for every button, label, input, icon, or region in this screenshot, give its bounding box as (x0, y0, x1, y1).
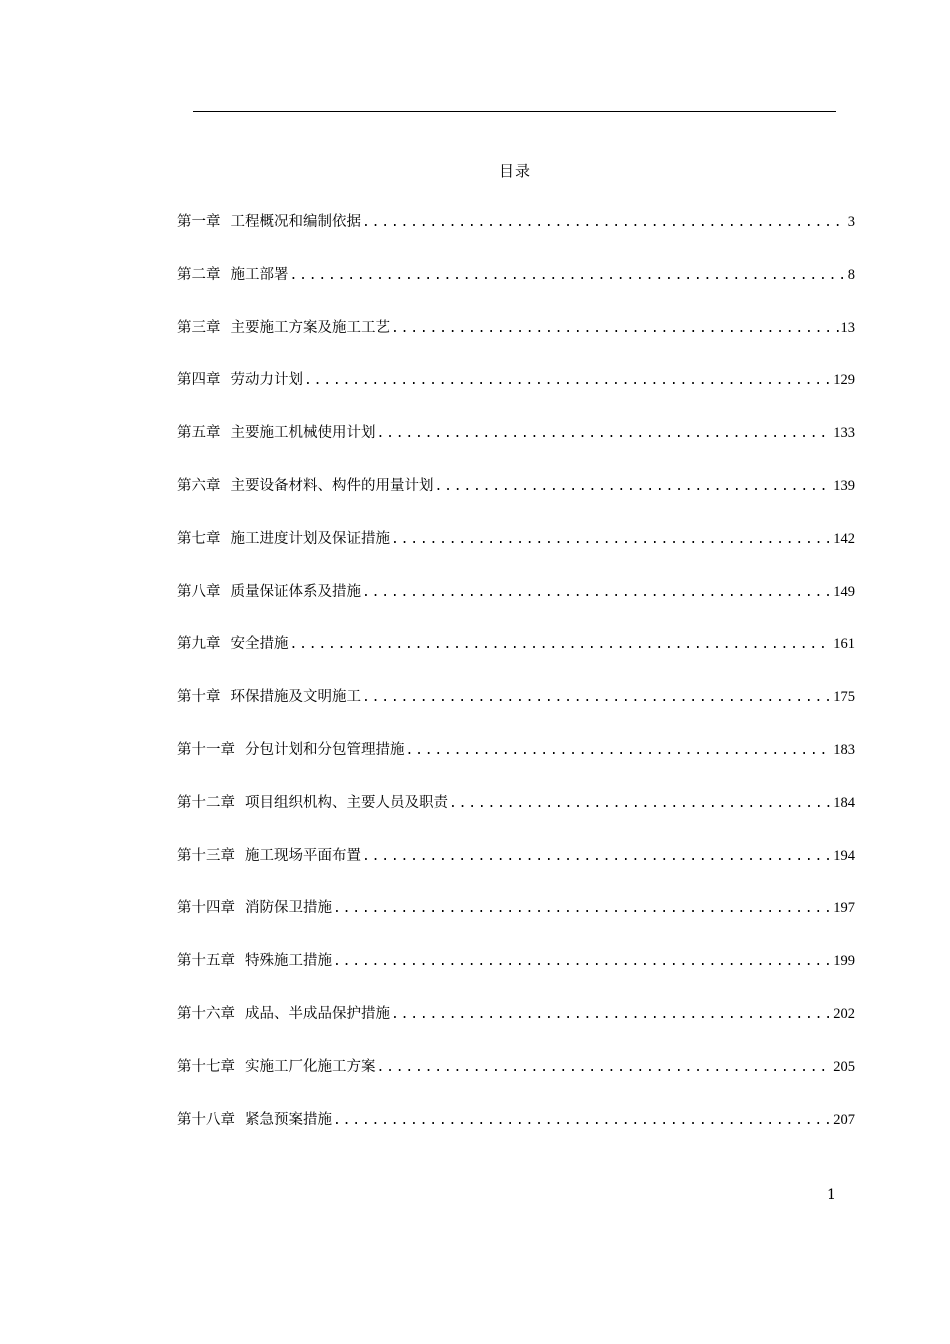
toc-dot-leader (406, 741, 832, 761)
toc-chapter-number: 第八章 (177, 583, 221, 600)
toc-dot-leader (304, 371, 831, 391)
toc-list (177, 212, 855, 1162)
toc-entry[interactable] (177, 846, 855, 899)
toc-heading: 成品、半成品保护措施 (245, 1005, 390, 1022)
toc-entry[interactable] (177, 1110, 855, 1163)
toc-heading: 分包计划和分包管理措施 (245, 741, 405, 758)
toc-dot-leader (391, 319, 839, 339)
toc-entry[interactable] (177, 476, 855, 529)
toc-dot-leader (333, 952, 831, 972)
toc-page-number: 133 (833, 425, 855, 442)
toc-heading: 实施工厂化施工方案 (245, 1058, 376, 1075)
toc-entry[interactable] (177, 582, 855, 635)
header-rule (193, 111, 836, 112)
toc-entry[interactable] (177, 1004, 855, 1057)
toc-entry[interactable] (177, 423, 855, 476)
toc-dot-leader (449, 794, 831, 814)
toc-chapter-number: 第四章 (177, 372, 221, 389)
toc-page-number: 13 (840, 319, 855, 336)
toc-entry[interactable] (177, 370, 855, 423)
toc-heading: 环保措施及文明施工 (230, 689, 361, 706)
toc-page-number: 175 (833, 689, 855, 706)
toc-heading: 安全措施 (230, 636, 289, 653)
toc-chapter-number: 第二章 (177, 266, 221, 283)
toc-title: 目录 (498, 162, 531, 180)
toc-dot-leader (362, 583, 831, 603)
toc-entry[interactable] (177, 265, 855, 318)
toc-chapter-number: 第九章 (177, 636, 221, 653)
toc-heading: 劳动力计划 (230, 372, 303, 389)
toc-page-number: 197 (833, 900, 855, 917)
toc-dot-leader (362, 847, 831, 867)
toc-dot-leader (391, 530, 831, 550)
toc-entry[interactable] (177, 793, 855, 846)
toc-page-number: 8 (847, 266, 855, 283)
toc-entry[interactable] (177, 687, 855, 740)
toc-chapter-number: 第十二章 (177, 794, 235, 811)
toc-page-number: 202 (833, 1005, 855, 1022)
toc-page-number: 3 (847, 214, 855, 230)
toc-entry[interactable] (177, 634, 855, 687)
toc-chapter-number: 第七章 (177, 530, 221, 547)
toc-chapter-number: 第十五章 (177, 953, 235, 970)
toc-entry[interactable] (177, 212, 855, 265)
toc-chapter-number: 第十章 (177, 689, 221, 706)
toc-dot-leader (377, 424, 832, 444)
page-number: 1 (827, 1187, 836, 1203)
toc-page-number: 183 (833, 741, 855, 758)
toc-page-number: 149 (833, 583, 855, 600)
toc-page-number: 142 (833, 530, 855, 547)
toc-chapter-number: 第十八章 (177, 1111, 235, 1128)
toc-page-number: 194 (833, 847, 855, 864)
toc-dot-leader (333, 899, 831, 919)
toc-page-number: 184 (833, 794, 855, 811)
toc-heading: 主要施工机械使用计划 (230, 425, 376, 442)
toc-dot-leader (435, 477, 832, 497)
toc-chapter-number: 第一章 (177, 214, 221, 230)
toc-page-number: 129 (833, 372, 855, 389)
toc-page-number: 205 (833, 1058, 855, 1075)
toc-heading: 质量保证体系及措施 (230, 583, 361, 600)
toc-chapter-number: 第六章 (177, 477, 221, 494)
toc-heading: 工程概况和编制依据 (230, 214, 361, 230)
toc-page-number: 207 (833, 1111, 855, 1128)
toc-dot-leader (290, 635, 832, 655)
toc-chapter-number: 第十六章 (177, 1005, 235, 1022)
toc-chapter-number: 第三章 (177, 319, 221, 336)
toc-page-number: 199 (833, 953, 855, 970)
toc-dot-leader (362, 688, 831, 708)
toc-chapter-number: 第十一章 (177, 741, 235, 758)
toc-chapter-number: 第十四章 (177, 900, 235, 917)
toc-entry[interactable] (177, 951, 855, 1004)
toc-heading: 主要施工方案及施工工艺 (230, 319, 390, 336)
toc-dot-leader (377, 1058, 832, 1078)
toc-chapter-number: 第十三章 (177, 847, 235, 864)
toc-dot-leader (362, 213, 846, 233)
toc-entry[interactable] (177, 740, 855, 793)
toc-heading: 消防保卫措施 (245, 900, 332, 917)
toc-heading: 紧急预案措施 (245, 1111, 332, 1128)
toc-page-number: 161 (833, 636, 855, 653)
toc-heading: 项目组织机构、主要人员及职责 (245, 794, 448, 811)
toc-entry[interactable] (177, 898, 855, 951)
toc-dot-leader (333, 1111, 831, 1131)
toc-chapter-number: 第十七章 (177, 1058, 235, 1075)
toc-heading: 施工现场平面布置 (245, 847, 361, 864)
toc-entry[interactable] (177, 529, 855, 582)
toc-page-number: 139 (833, 477, 855, 494)
toc-entry[interactable] (177, 318, 855, 371)
toc-chapter-number: 第五章 (177, 425, 221, 442)
toc-heading: 主要设备材料、构件的用量计划 (230, 477, 434, 494)
toc-heading: 特殊施工措施 (245, 953, 332, 970)
toc-heading: 施工进度计划及保证措施 (230, 530, 390, 547)
toc-dot-leader (391, 1005, 831, 1025)
toc-heading: 施工部署 (230, 266, 289, 283)
toc-dot-leader (290, 266, 846, 286)
toc-entry[interactable] (177, 1057, 855, 1110)
